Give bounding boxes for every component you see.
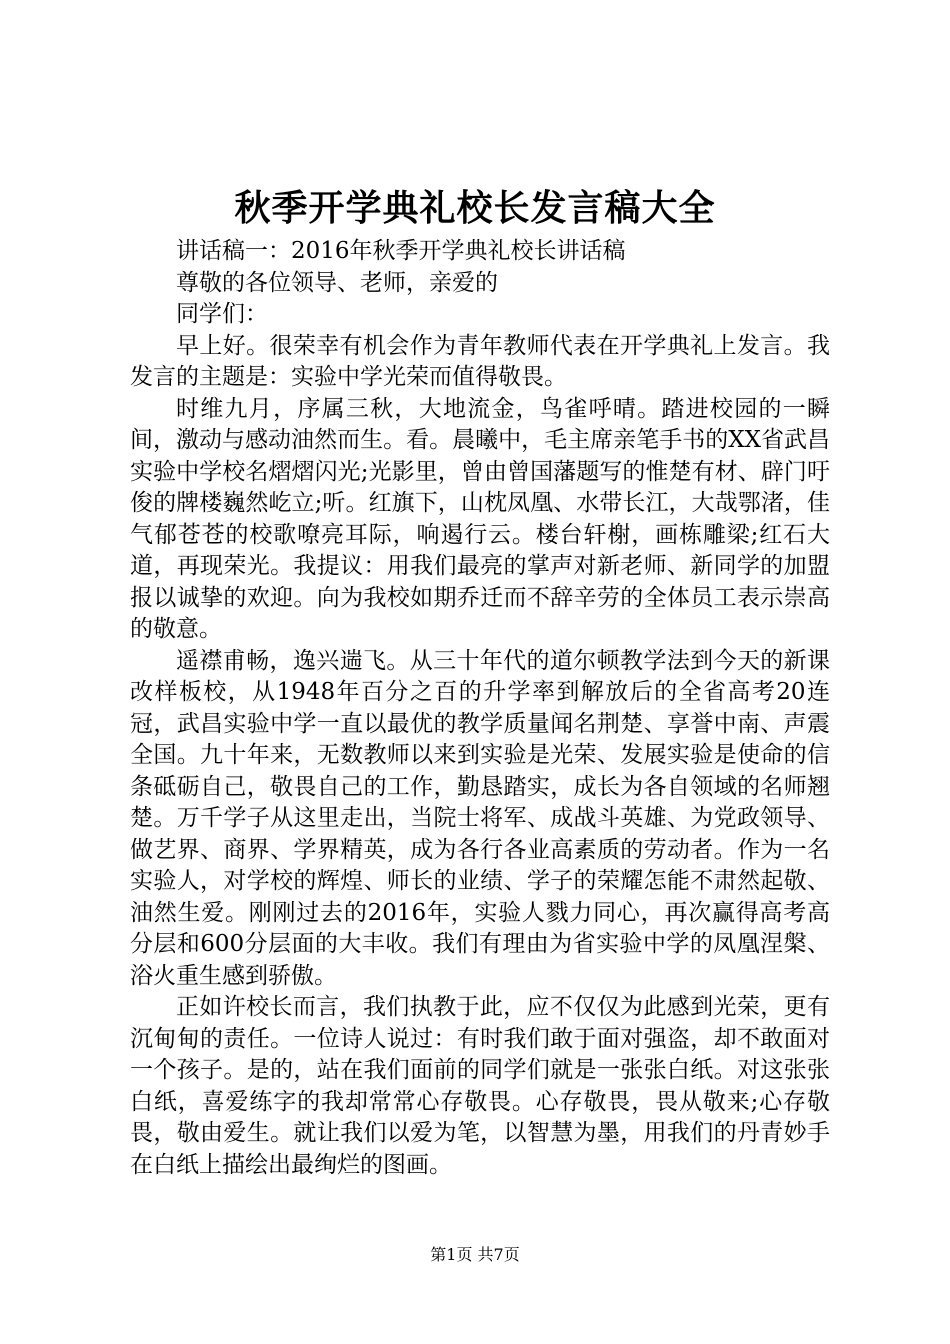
- body-paragraph: 早上好。很荣幸有机会作为青年教师代表在开学典礼上发言。我发言的主题是：实验中学光荣而值得敬畏。: [130, 332, 830, 390]
- speech-heading: 讲话稿一：2016年秋季开学典礼校长讲话稿: [176, 238, 626, 264]
- salutation-line: 同学们：: [176, 301, 268, 327]
- body-paragraph: 遥襟甫畅，逸兴遄飞。从三十年代的道尔顿教学法到今天的新课改样板校，从1948年百分之百的升学率到解放后的全省高考20连冠，武昌实验中学一直以最优的教学质量闻名荆楚、享誉中南、声震全国。九十年来，无数教师以来到实验是光荣、发展实验是使命的信条砥砺自己，敬畏自己的工作，勤恳踏实，成长为各自领域的名师翘楚。万千学子从这里走出，当院士将军、成战斗英雄、为党政领导、做艺界、商界、学界精英，成为各行各业高素质的劳动者。作为一名实验人，对学校的辉煌、师长的业绩、学子的荣耀怎能不肃然起敬、油然生爱。刚刚过去的2016年，实验人戮力同心，再次赢得高考高分层和600分层面的大丰收。我们有理由为省实验中学的凤凰涅槃、浴火重生感到骄傲。: [130, 647, 830, 989]
- body-paragraph: 时维九月，序属三秋，大地流金，鸟雀呼晴。踏进校园的一瞬间，激动与感动油然而生。看。晨曦中，毛主席亲笔手书的XX省武昌实验中学校名熠熠闪光;光影里，曾由曾国藩题写的惟楚有材、辟门吁俊的牌楼巍然屹立;听。红旗下，山枕凤凰、水带长江，大哉鄂渚，佳气郁苍苍的校歌嘹亮耳际，响遏行云。楼台轩榭，画栋雕梁;红石大道，再现荣光。我提议：用我们最亮的掌声对新老师、新同学的加盟报以诚挚的欢迎。向为我校如期乔迁而不辞辛劳的全体员工表示崇高的敬意。: [130, 395, 830, 642]
- document-title: 秋季开学典礼校长发言稿大全: [234, 187, 716, 229]
- page-number: 第1页 共7页: [430, 1245, 520, 1264]
- salutation-line: 尊敬的各位领导、老师，亲爱的: [176, 269, 498, 296]
- body-paragraph: 正如许校长而言，我们执教于此，应不仅仅为此感到光荣，更有沉甸甸的责任。一位诗人说过：有时我们敢于面对强盗，却不敢面对一个孩子。是的，站在我们面前的同学们就是一张张白纸。对这张张白纸，喜爱练字的我却常常心存敬畏。心存敬畏，畏从敬来;心存敬畏，敬由爱生。就让我们以爱为笔，以智慧为墨，用我们的丹青妙手在白纸上描绘出最绚烂的图画。: [130, 994, 830, 1178]
- document-body: [130, 236, 830, 1181]
